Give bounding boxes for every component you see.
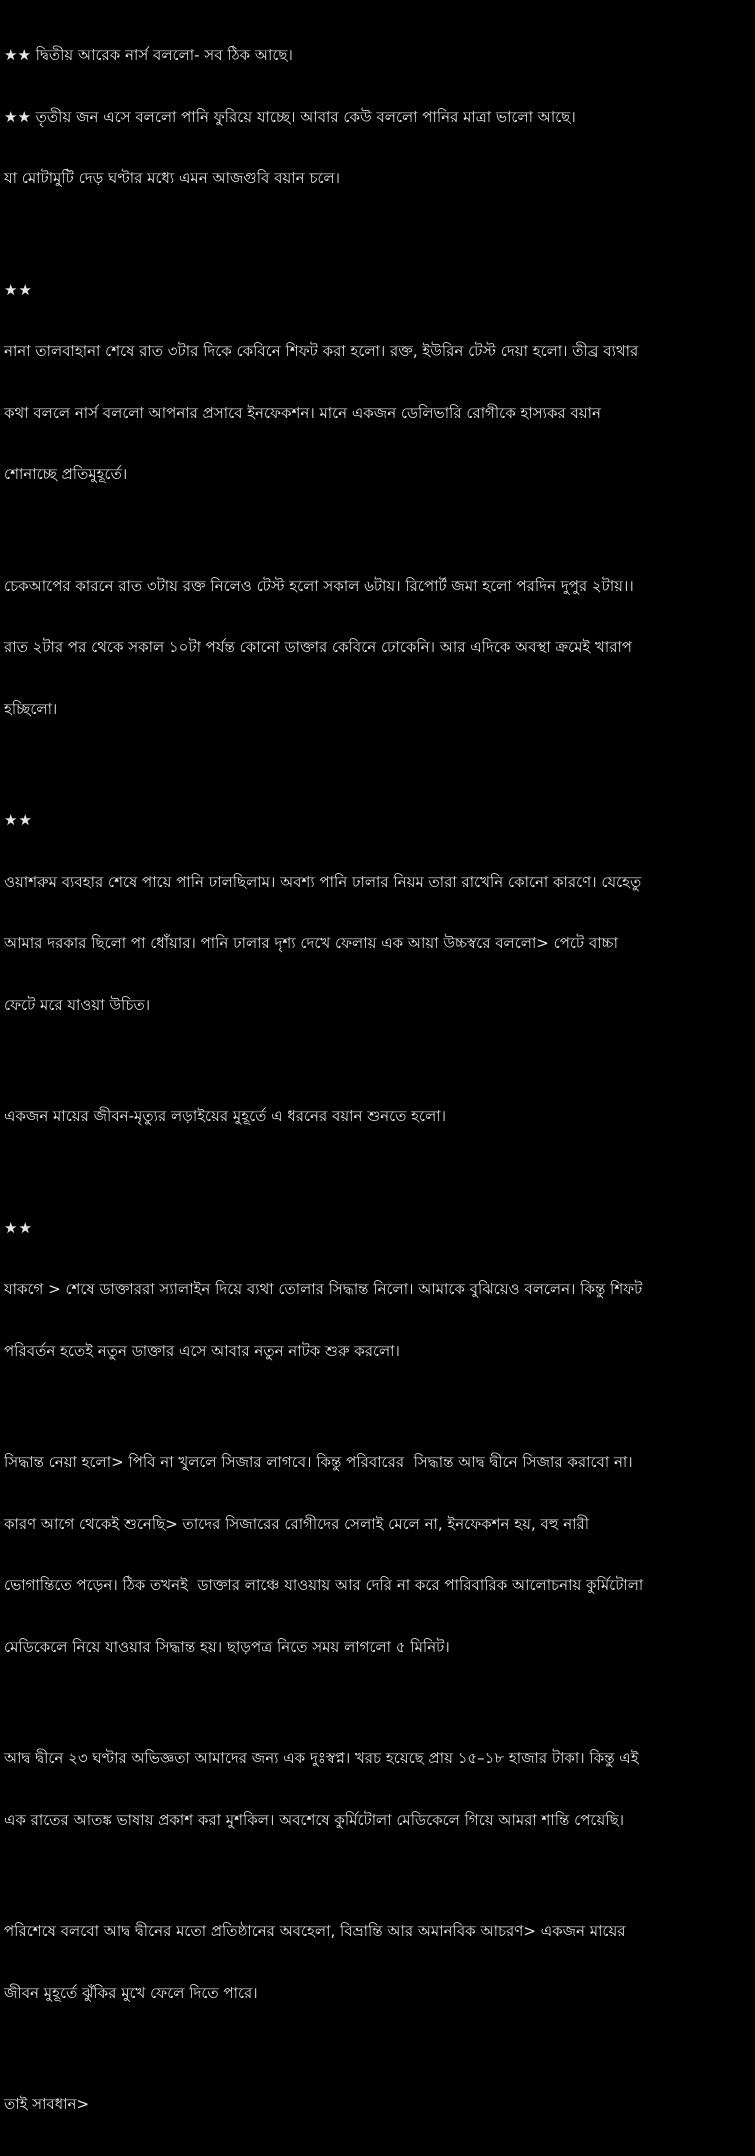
text-line: যাকগে > শেষে ডাক্তাররা স্যালাইন দিয়ে ব্যথা তোলার সিদ্ধান্ত নিলো। আমাকে বুঝিয়েও বললেন। কিন্তু শিফট — [4, 1280, 643, 1298]
text-line: আদ্ব দ্বীনে ২৩ ঘণ্টার অভিজ্ঞতা আমাদের জন্য এক দুঃস্বপ্ন। খরচ হয়েছে প্রায় ১৫–১৮ হাজার টাকা। কিন্তু এই — [4, 1749, 639, 1767]
paragraph-cabin-shift — [4, 239, 749, 526]
text-line: হচ্ছিলো। — [4, 699, 58, 718]
text-line: রাত ২টার পর থেকে সকাল ১০টা পর্যন্ত কোনো ডাক্তার কেবিনে ঢোকেনি। আর এদিকে অবস্থা ক্রমেই খারাপ — [4, 638, 632, 656]
text-line: কারণ আগে থেকেই শুনেছি> তাদের সিজারের রোগীদের সেলাই মেলে না, ইনফেকশন হয়, বহু নারী — [4, 1514, 590, 1533]
text-line: নানা তালবাহানা শেষে রাত ৩টার দিকে কেবিনে শিফট করা হলো। রক্ত, ইউরিন টেস্ট দেয়া হলো। তীব্র ব্যথার — [4, 342, 639, 360]
paragraph-washroom — [4, 769, 749, 1056]
paragraph-saline-decision — [4, 1177, 749, 1403]
text-line: চেকআপের কারনে রাত ৩টায় রক্ত নিলেও টেস্ট হলো সকাল ৬টায়। রিপোর্ট জমা হলো পরদিন দুপুর ২টায়।। — [4, 576, 634, 595]
text-line: ভোগান্তিতে পড়েন। ঠিক তখনই ডাক্তার লাঞ্চে যাওয়ায় আর দেরি না করে পারিবারিক আলোচনায় কুর্মিটোলা — [4, 1576, 644, 1594]
text-line: এক রাতের আতঙ্ক ভাষায় প্রকাশ করা মুশকিল। অবশেষে কুর্মিটোলা মেডিকেলে গিয়ে আমরা শান্তি পেয়েছি। — [4, 1810, 625, 1829]
text-line: একজন মায়ের জীবন-মৃত্যুর লড়াইয়ের মুহূর্তে এ ধরনের বয়ান শুনতে হলো। — [4, 1107, 446, 1125]
text-line: ★★ দ্বিতীয় আরেক নার্স বললো- সব ঠিক আছে। — [4, 46, 293, 64]
text-line: আমার দরকার ছিলো পা ধোঁয়ার। পানি ঢালার দৃশ্য দেখে ফেলায় এক আয়া উচ্চস্বরে বললো> পেটে বাচ্চা — [4, 934, 618, 952]
paragraph-nurse-statements — [4, 4, 749, 230]
text-line: জীবন মুহূর্তে ঝুঁকির মুখে ফেলে দিতে পারে। — [4, 1983, 258, 2002]
paragraph-test-delay — [4, 535, 749, 761]
text-line: সিদ্ধান্ত নেয়া হলো> পিবি না খুললে সিজার লাগবে। কিন্তু পরিবারের সিদ্ধান্ত আদ্ব দ্বীনে সিজার করাবো না। — [4, 1453, 633, 1471]
star-separator: ★★ — [4, 811, 33, 829]
text-line: ★★ তৃতীয় জন এসে বললো পানি ফুরিয়ে যাচ্ছে। আবার কেউ বললো পানির মাত্রা ভালো আছে। — [4, 107, 576, 126]
paragraph-warning — [4, 2053, 749, 2156]
text-line: শোনাচ্ছে প্রতিমুহূর্তে। — [4, 465, 128, 483]
paragraph-caesarean-decision — [4, 1411, 749, 1698]
text-line: মেডিকেলে নিয়ে যাওয়ার সিদ্ধান্ত হয়। ছাড়পত্র নিতে সময় লাগলো ৫ মিনিট। — [4, 1637, 450, 1656]
text-line: পরিবর্তন হতেই নতুন ডাক্তার এসে আবার নতুন নাটক শুরু করলো। — [4, 1341, 400, 1360]
text-line: তাই সাবধান> — [4, 2095, 90, 2113]
text-line: ওয়াশরুম ব্যবহার শেষে পায়ে পানি ঢালছিলাম। অবশ্য পানি ঢালার নিয়ম তারা রাখেনি কোনো কারণে। যেহেতু — [4, 872, 642, 891]
text-line: ফেটে মরে যাওয়া উচিত। — [4, 995, 151, 1014]
paragraph-conclusion — [4, 1880, 749, 2044]
star-separator: ★★ — [4, 1218, 33, 1237]
paragraph-remark — [4, 1065, 749, 1168]
text-line: কথা বললে নার্স বললো আপনার প্রসাবে ইনফেকশন। মানে একজন ডেলিভারি রোগীকে হাস্যকর বয়ান — [4, 403, 601, 422]
text-line: যা মোটামুটি দেড় ঘণ্টার মধ্যে এমন আজগুবি বয়ান চলে। — [4, 169, 341, 187]
star-separator: ★★ — [4, 280, 33, 299]
text-line: পরিশেষে বলবো আদ্ব দ্বীনের মতো প্রতিষ্ঠানের অবহেলা, বিভ্রান্তি আর অমানবিক আচরণ> একজন মায়ের — [4, 1922, 626, 1940]
paragraph-experience-cost — [4, 1707, 749, 1871]
